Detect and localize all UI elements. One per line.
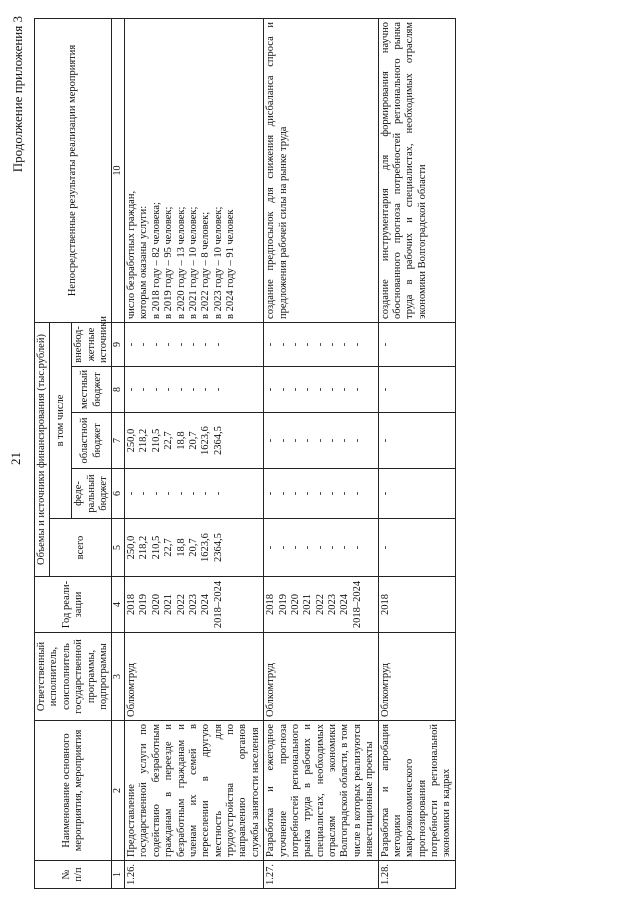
direct-results-line: в 2021 году – 10 человек;: [187, 206, 199, 319]
funding-extrabudgetary-line: -: [289, 342, 301, 347]
funding-regional-line: 1623,6: [200, 426, 212, 455]
funding-regional-line: 20,7: [187, 431, 199, 450]
funding-local-line: -: [314, 387, 326, 392]
funding-total-line: -: [277, 545, 289, 550]
funding-federal-line: -: [351, 491, 363, 496]
implementation-years-line: 2019: [138, 594, 150, 615]
funding-total-line: 18,8: [175, 538, 187, 557]
funding-total-line: 22,7: [163, 538, 175, 557]
funding-extrabudgetary-line: -: [175, 342, 187, 347]
funding-local-line: -: [126, 387, 138, 392]
funding-federal-line: -: [379, 491, 391, 496]
funding-total-line: -: [327, 545, 339, 550]
funding-federal-line: -: [163, 491, 175, 496]
funding-local-line: -: [175, 387, 187, 392]
funding-extrabudgetary: [378, 322, 455, 366]
header-local: местный бюджет: [72, 367, 112, 413]
funding-total-line: -: [314, 545, 326, 550]
funding-extrabudgetary: [125, 322, 264, 366]
funding-federal-line: -: [289, 491, 301, 496]
funding-local-line: -: [379, 387, 391, 392]
funding-federal: [378, 469, 455, 519]
page-number: 21: [8, 452, 23, 465]
funding-total-line: -: [351, 545, 363, 550]
funding-local-line: -: [302, 387, 314, 392]
funding-federal-line: -: [175, 491, 187, 496]
implementation-years: [378, 577, 455, 633]
column-number: 10: [112, 18, 125, 322]
funding-extrabudgetary-line: -: [327, 342, 339, 347]
funding-federal-line: -: [150, 491, 162, 496]
funding-total-line: -: [379, 545, 391, 550]
table-row: [378, 18, 455, 888]
funding-regional-line: 22,7: [163, 431, 175, 450]
funding-extrabudgetary-line: -: [339, 342, 351, 347]
implementation-years-line: 2018: [126, 594, 138, 615]
measure-name: Разработка и апробация методики макроэкономического прогнозирования потребности региональной экономики в кадрах: [378, 721, 455, 861]
funding-regional: [264, 413, 378, 469]
funding-federal-line: -: [212, 491, 224, 496]
funding-regional-line: -: [265, 438, 277, 443]
table-row: [125, 18, 264, 888]
funding-total-line: 210,5: [150, 535, 162, 560]
funding-federal-line: -: [314, 491, 326, 496]
funding-federal-line: -: [302, 491, 314, 496]
funding-local-line: -: [163, 387, 175, 392]
row-number: 1.27.: [264, 861, 378, 889]
column-number-row: [112, 18, 125, 888]
funding-federal-line: -: [138, 491, 150, 496]
implementation-years-line: 2018: [379, 594, 391, 615]
funding-extrabudgetary-line: -: [187, 342, 199, 347]
funding-local-line: -: [200, 387, 212, 392]
implementation-years: [125, 577, 264, 633]
implementation-years-line: 2021: [163, 594, 175, 615]
funding-total-line: -: [289, 545, 301, 550]
funding-local-line: -: [289, 387, 301, 392]
direct-results-line: в 2023 году – 10 человек;: [212, 206, 224, 319]
header-no: № п/п: [35, 861, 112, 889]
funding-total-line: 218,2: [138, 535, 150, 560]
funding-extrabudgetary-line: -: [302, 342, 314, 347]
funding-total-line: 250,0: [126, 535, 138, 560]
column-number: 8: [112, 367, 125, 413]
header-regional: областной бюджет: [72, 413, 112, 469]
implementation-years-line: 2024: [200, 594, 212, 615]
header-responsible: Ответственный исполнитель, соисполнитель государственной программы, подпрограммы: [35, 633, 112, 721]
row-number: 1.26.: [125, 861, 264, 889]
direct-results-line: в 2020 году – 13 человек;: [175, 206, 187, 319]
column-number: 7: [112, 413, 125, 469]
implementation-years-line: 2018–2024: [212, 580, 224, 629]
header-including: в том числе: [50, 322, 72, 518]
funding-federal-line: -: [277, 491, 289, 496]
funding-regional: [378, 413, 455, 469]
implementation-years-line: 2018: [265, 594, 277, 615]
funding-extrabudgetary-line: -: [126, 342, 138, 347]
implementation-years-line: 2022: [314, 594, 326, 615]
header-results: Непосредственные результаты реализации мероприятия: [35, 18, 112, 322]
continuation-label: Продолжение приложения 3: [10, 16, 25, 173]
funding-regional-line: -: [289, 438, 301, 443]
funding-total-line: -: [339, 545, 351, 550]
funding-total: [378, 519, 455, 577]
implementation-years-line: 2024: [339, 594, 351, 615]
funding-local-line: -: [351, 387, 363, 392]
funding-regional: [125, 413, 264, 469]
direct-results: [125, 18, 264, 322]
direct-results-line: в 2018 году – 82 человека;: [150, 202, 162, 319]
funding-local-line: -: [277, 387, 289, 392]
implementation-years-line: 2018–2024: [351, 580, 363, 629]
funding-federal-line: -: [327, 491, 339, 496]
header-year: Год реали-зации: [35, 577, 112, 633]
funding-local-line: -: [265, 387, 277, 392]
implementation-years-line: 2020: [150, 594, 162, 615]
column-number: 3: [112, 633, 125, 721]
column-number: 6: [112, 469, 125, 519]
funding-extrabudgetary-line: -: [138, 342, 150, 347]
funding-federal-line: -: [339, 491, 351, 496]
funding-local-line: -: [187, 387, 199, 392]
funding-regional-line: -: [277, 438, 289, 443]
funding-regional-line: -: [327, 438, 339, 443]
funding-regional-line: 218,2: [138, 428, 150, 453]
funding-extrabudgetary-line: -: [212, 342, 224, 347]
funding-extrabudgetary-line: -: [265, 342, 277, 347]
funding-federal-line: -: [187, 491, 199, 496]
funding-total-line: 2364,5: [212, 533, 224, 562]
funding-federal: [125, 469, 264, 519]
table-row: [264, 18, 378, 888]
funding-total: [125, 519, 264, 577]
funding-total-line: -: [302, 545, 314, 550]
implementation-years-line: 2023: [187, 594, 199, 615]
implementation-years-line: 2021: [302, 594, 314, 615]
funding-regional-line: -: [314, 438, 326, 443]
column-number: 4: [112, 577, 125, 633]
responsible-executor: Облкомтруд: [264, 633, 378, 721]
direct-results: [378, 18, 455, 322]
implementation-years-line: 2020: [289, 594, 301, 615]
funding-local-line: -: [212, 387, 224, 392]
funding-total-line: 1623,6: [200, 533, 212, 562]
funding-extrabudgetary-line: -: [277, 342, 289, 347]
funding-extrabudgetary-line: -: [163, 342, 175, 347]
funding-federal-line: -: [265, 491, 277, 496]
funding-local-line: -: [339, 387, 351, 392]
direct-results-line: создание инструментария для формирования научно обоснованного прогноза потребностей регионального рынка труда в рабочих и специалистах, необходимых отраслям экономики Волгоградской области: [379, 21, 428, 319]
direct-results-line: в 2024 году – 91 человек: [225, 209, 237, 319]
implementation-years: [264, 577, 378, 633]
funding-local: [125, 367, 264, 413]
direct-results-line: в 2022 году – 8 человек;: [200, 211, 212, 319]
funding-regional-line: 2364,5: [212, 426, 224, 455]
header-federal: феде-ральный бюджет: [72, 469, 112, 519]
funding-regional-line: -: [302, 438, 314, 443]
funding-extrabudgetary: [264, 322, 378, 366]
funding-local: [378, 367, 455, 413]
funding-extrabudgetary-line: -: [150, 342, 162, 347]
funding-local: [264, 367, 378, 413]
funding-total-line: 20,7: [187, 538, 199, 557]
measure-name: Предоставление государственной услуги по содействию безработным гражданам в переезде и безработным гражданам и членам их семей в переселении в другую местность для трудоустройства по направлению органов службы занятости населения: [125, 721, 264, 861]
funding-regional-line: -: [351, 438, 363, 443]
row-number: 1.28.: [378, 861, 455, 889]
funding-extrabudgetary-line: -: [379, 342, 391, 347]
funding-extrabudgetary-line: -: [351, 342, 363, 347]
header-total: всего: [50, 519, 112, 577]
header-extrabudgetary: внебюд-жетные источники: [72, 322, 112, 366]
header-funding: Объемы и источники финансирования (тыс.рублей): [35, 322, 50, 576]
program-table: [34, 18, 456, 889]
funding-local-line: -: [138, 387, 150, 392]
funding-regional-line: 250,0: [126, 428, 138, 453]
column-number: 1: [112, 861, 125, 889]
direct-results-line: которым оказаны услуги:: [138, 205, 150, 319]
funding-regional-line: -: [339, 438, 351, 443]
funding-local-line: -: [327, 387, 339, 392]
implementation-years-line: 2023: [327, 594, 339, 615]
funding-extrabudgetary-line: -: [314, 342, 326, 347]
funding-total-line: -: [265, 545, 277, 550]
funding-federal-line: -: [200, 491, 212, 496]
funding-federal: [264, 469, 378, 519]
column-number: 5: [112, 519, 125, 577]
responsible-executor: Облкомтруд: [378, 633, 455, 721]
funding-total: [264, 519, 378, 577]
direct-results: [264, 18, 378, 322]
header-name: Наименование основного мероприятия, мероприятия: [35, 721, 112, 861]
direct-results-line: число безработных граждан,: [126, 190, 138, 319]
funding-regional-line: 18,8: [175, 431, 187, 450]
responsible-executor: Облкомтруд: [125, 633, 264, 721]
implementation-years-line: 2019: [277, 594, 289, 615]
column-number: 2: [112, 721, 125, 861]
direct-results-line: в 2019 году – 95 человек;: [163, 206, 175, 319]
funding-regional-line: 210,5: [150, 428, 162, 453]
funding-federal-line: -: [126, 491, 138, 496]
funding-extrabudgetary-line: -: [200, 342, 212, 347]
implementation-years-line: 2022: [175, 594, 187, 615]
direct-results-line: создание предпосылок для снижения дисбаланса спроса и предложения рабочей силы на рынке труда: [265, 21, 289, 319]
column-number: 9: [112, 322, 125, 366]
funding-regional-line: -: [379, 438, 391, 443]
measure-name: Разработка и ежегодное уточнение прогноза потребностей регионального рынка труда в рабочих и специалистах, необходимых отраслям экономики Волгоградской области, в том числе в которых реализуются инвестиционные проекты: [264, 721, 378, 861]
funding-local-line: -: [150, 387, 162, 392]
